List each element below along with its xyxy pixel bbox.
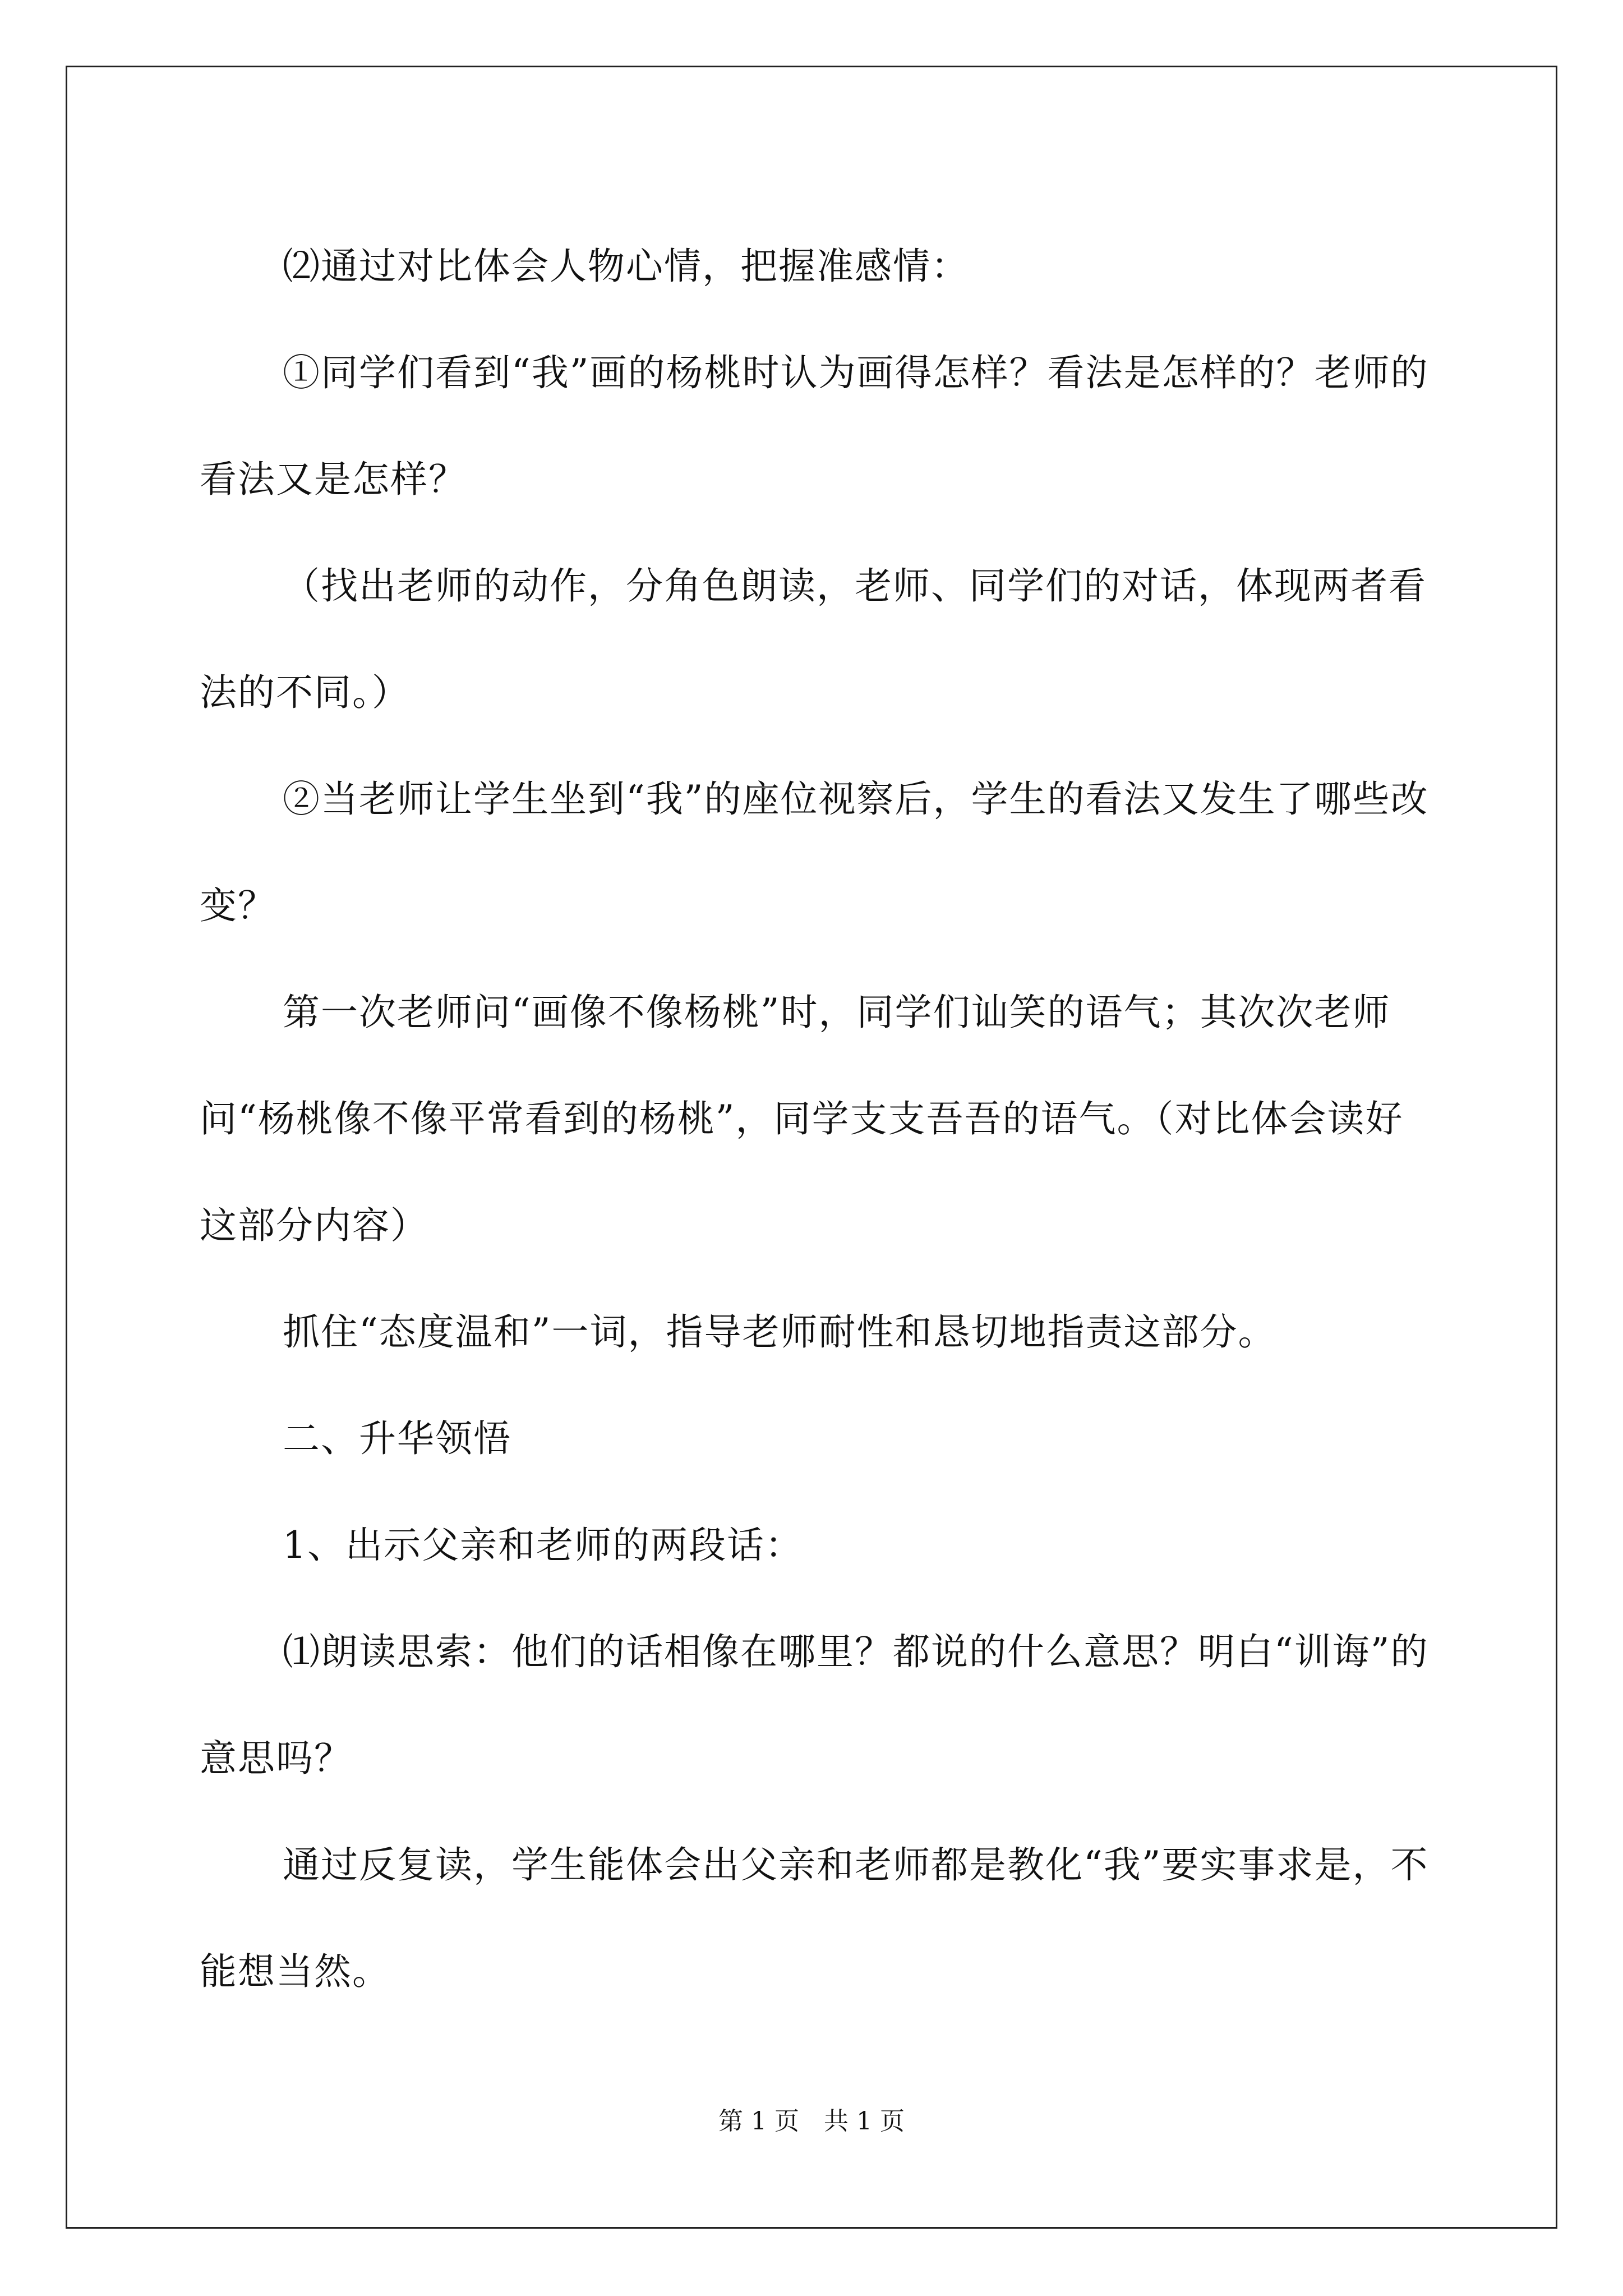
document-body: [200, 213, 1433, 2025]
paragraph-3: （找出老师的动作，分角色朗读，老师、同学们的对话，体现两者看法的不同。）: [200, 564, 1427, 714]
paragraph-5: 第一次老师问“画像不像杨桃”时，同学们讪笑的语气；其次次老师问“杨桃像不像平常看到的杨桃”，同学支支吾吾的语气。（对比体会读好这部分内容）: [200, 991, 1404, 1247]
page-footer: [0, 2101, 1623, 2137]
paragraph-6: 抓住“态度温和”一词，指导老师耐性和恳切地指责这部分。: [283, 1310, 1276, 1354]
paragraph-1: ⑵通过对比体会人物心情，把握准感情：: [283, 245, 969, 288]
page-number: 第 1 页 共 1 页: [718, 2107, 905, 2136]
paragraph-10: 通过反复读，学生能体会出父亲和老师都是教化“我”要实事求是，不能想当然。: [200, 1843, 1429, 1993]
paragraph-9: ⑴朗读思索：他们的话相像在哪里？都说的什么意思？明白“训诲”的意思吗？: [200, 1630, 1429, 1780]
paragraph-8: 1、出示父亲和老师的两段话：: [283, 1524, 803, 1567]
paragraph-4: ②当老师让学生坐到“我”的座位视察后，学生的看法又发生了哪些改变？: [200, 777, 1429, 927]
section-heading: 二、升华领悟: [283, 1417, 511, 1460]
paragraph-2: ①同学们看到“我”画的杨桃时认为画得怎样？看法是怎样的？老师的看法又是怎样？: [200, 351, 1429, 501]
